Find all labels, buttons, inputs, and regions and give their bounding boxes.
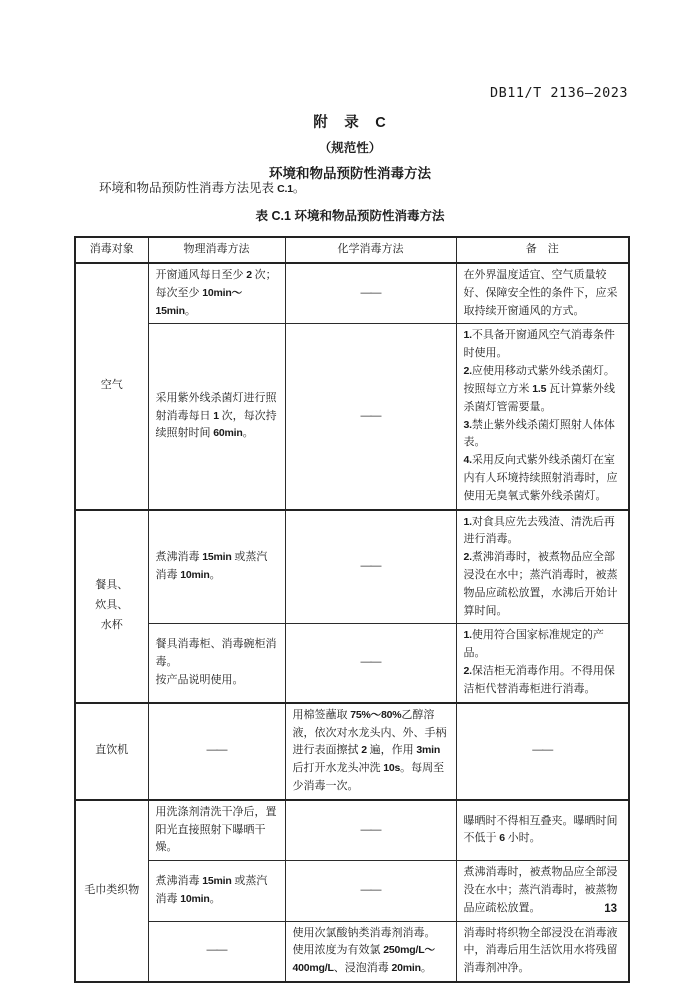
cell-paragraph xyxy=(293,925,449,943)
chemical-method-cell xyxy=(285,921,456,982)
bold-value: 1. xyxy=(463,629,472,642)
text-run: 采用紫外线杀菌灯进行照射消毒每日 xyxy=(155,391,277,422)
bold-value: 250mg/L～400mg/L xyxy=(292,944,435,975)
text-run: 煮沸消毒 xyxy=(155,875,203,888)
table-row xyxy=(75,800,629,861)
object-cell: 餐具、 炊具、 水杯 xyxy=(75,510,148,703)
cell-paragraph xyxy=(464,267,622,320)
chemical-method-cell: —— xyxy=(285,861,456,921)
intro-paragraph xyxy=(74,180,628,198)
bold-value: 3. xyxy=(463,418,472,431)
text-run: 按产品说明使用。 xyxy=(155,673,244,686)
bold-value: 6 xyxy=(499,832,505,845)
column-header: 化学消毒方法 xyxy=(285,237,456,263)
physical-method-cell: —— xyxy=(148,921,285,982)
appendix-subtitle: 环境和物品预防性消毒方法 xyxy=(269,166,431,181)
bold-value: 15min xyxy=(202,875,232,888)
object-cell: 直饮机 xyxy=(75,703,148,800)
bold-value: 10min～15min xyxy=(155,286,242,317)
text-run: 使用符合国家标准规定的产品。 xyxy=(463,629,604,660)
cell-paragraph xyxy=(156,873,278,909)
table-row xyxy=(75,703,629,800)
cell-paragraph xyxy=(464,363,622,416)
chemical-method-cell: —— xyxy=(285,800,456,861)
note-method-cell: —— xyxy=(456,703,629,800)
text-run: 瓦计算紫外线杀菌灯管需要量。 xyxy=(463,382,615,413)
standard-code: DB11/T 2136—2023 xyxy=(489,85,628,101)
cell-paragraph xyxy=(156,390,278,443)
text-run: 在外界温度适宜、空气质量较好、保障安全性的条件下，应采取持续开窗通风的方式。 xyxy=(463,269,618,317)
physical-method-cell xyxy=(148,324,285,510)
cell-paragraph xyxy=(156,549,278,585)
text-run: 或蒸汽消毒 xyxy=(155,875,268,905)
text-run: 用棉签蘸取 xyxy=(292,708,351,721)
text-run: 煮沸消毒 xyxy=(155,551,203,564)
text-run: 曝晒时不得相互叠夹。曝晒时间不低于 xyxy=(463,814,618,845)
physical-method-cell xyxy=(148,800,285,861)
cell-paragraph xyxy=(464,663,622,699)
cell-paragraph xyxy=(156,267,278,320)
text-run: 环境和物品预防性消毒方法见表 xyxy=(99,181,278,195)
chemical-method-cell: —— xyxy=(285,510,456,624)
text-run: 乙醇溶液，依次对水龙头内、外、手柄进行表面擦拭 xyxy=(292,708,447,757)
cell-paragraph xyxy=(156,672,278,690)
bold-value: 1. xyxy=(463,515,472,528)
bold-value: 2. xyxy=(463,365,472,378)
note-method-cell xyxy=(456,624,629,703)
cell-paragraph xyxy=(464,327,622,363)
text-run: 使用次氯酸钠类消毒剂消毒。 xyxy=(292,926,436,939)
physical-method-cell xyxy=(148,510,285,624)
bold-value: 3min xyxy=(416,744,441,757)
text-run: 餐具消毒柜、消毒碗柜消毒。 xyxy=(155,638,277,669)
bold-value: 2. xyxy=(463,665,472,678)
bold-value: 2 xyxy=(246,269,252,281)
bold-value: 10s xyxy=(383,762,401,775)
text-run: 。 xyxy=(184,304,196,317)
bold-value: 4. xyxy=(463,454,472,467)
chemical-method-cell: —— xyxy=(285,263,456,324)
bold-value: 20min xyxy=(391,962,421,975)
column-header: 消毒对象 xyxy=(75,237,148,263)
table-caption: 表 C.1 环境和物品预防性消毒方法 xyxy=(255,209,445,223)
text-run: 不具备开窗通风空气消毒条件时使用。 xyxy=(463,329,615,360)
text-run: 或蒸汽消毒 xyxy=(155,551,268,581)
text-run: 后打开水龙头冲洗 xyxy=(292,762,384,775)
table-row xyxy=(75,263,629,324)
text-run: 对食具应先去残渣、清洗后再进行消毒。 xyxy=(463,515,615,546)
text-run: 煮沸消毒时，被煮物品应全部浸没在水中；蒸汽消毒时，被蒸物品应疏松放置。 xyxy=(463,866,618,914)
text-run: 。 xyxy=(209,892,221,905)
cell-paragraph xyxy=(464,864,622,917)
column-header: 物理消毒方法 xyxy=(148,237,285,263)
text-run: 禁止紫外线杀菌灯照射人体体表。 xyxy=(463,418,615,449)
text-run: 次；每次至少 xyxy=(155,269,277,299)
note-method-cell xyxy=(456,263,629,324)
bold-value: 1. xyxy=(463,329,472,342)
table-header-row xyxy=(75,237,629,263)
text-run: 消毒时将织物全部浸没在消毒液中，消毒后用生活饮用水将残留消毒剂冲净。 xyxy=(463,926,618,975)
bold-value: 2 xyxy=(361,744,367,757)
text-run: 。 xyxy=(209,569,221,581)
table-row xyxy=(75,861,629,921)
bold-value: 75%～80% xyxy=(350,708,402,721)
cell-paragraph xyxy=(156,804,278,857)
bold-value: 2. xyxy=(463,551,472,564)
note-method-cell xyxy=(456,921,629,982)
text-run: 采用反向式紫外线杀菌灯在室内有人环境持续照射消毒时，应使用无臭氧式紫外线杀菌灯。 xyxy=(463,454,618,502)
text-run: 用洗涤剂清洗干净后，置阳光直接照射下曝晒干燥。 xyxy=(155,805,277,854)
bold-value: 1 xyxy=(213,409,219,422)
note-method-cell xyxy=(456,324,629,510)
cell-paragraph xyxy=(464,514,622,550)
text-run: 应使用移动式紫外线杀菌灯。按照每立方米 xyxy=(463,365,615,395)
bold-value: 10min xyxy=(180,892,210,905)
cell-paragraph xyxy=(464,925,622,978)
table-row xyxy=(75,324,629,510)
page-number: 13 xyxy=(604,903,617,915)
cell-paragraph xyxy=(464,549,622,620)
chemical-method-cell xyxy=(285,703,456,800)
bold-value: 1.5 xyxy=(532,382,547,395)
text-run: 使用浓度为有效氯 xyxy=(292,944,384,957)
text-run: 小时。 xyxy=(504,832,541,845)
cell-paragraph xyxy=(464,627,622,663)
table-row xyxy=(75,624,629,703)
note-method-cell xyxy=(456,861,629,921)
bold-value: 60min xyxy=(213,427,243,440)
cell-paragraph xyxy=(464,813,622,849)
physical-method-cell xyxy=(148,861,285,921)
bold-value: C.1 xyxy=(277,183,293,195)
text-run: 开窗通风每日至少 xyxy=(155,269,247,281)
cell-paragraph xyxy=(293,707,449,796)
text-run: 。 xyxy=(242,427,254,440)
object-cell: 毛巾类织物 xyxy=(75,800,148,982)
text-run: 。每周至少消毒一次。 xyxy=(292,762,445,792)
appendix-title: 附 录 C xyxy=(313,115,387,131)
text-run: 、浸泡消毒 xyxy=(333,962,392,975)
table-row xyxy=(75,921,629,982)
column-header: 备 注 xyxy=(456,237,629,263)
cell-paragraph xyxy=(464,452,622,505)
text-run: 。 xyxy=(420,962,432,975)
cell-paragraph xyxy=(293,942,449,978)
chemical-method-cell: —— xyxy=(285,624,456,703)
physical-method-cell xyxy=(148,263,285,324)
note-method-cell xyxy=(456,800,629,861)
bold-value: 10min xyxy=(180,569,210,581)
table-row xyxy=(75,510,629,624)
bold-value: 15min xyxy=(202,551,232,564)
cell-paragraph xyxy=(464,417,622,453)
text-run: 保洁柜无消毒作用。不得用保洁柜代替消毒柜进行消毒。 xyxy=(463,665,615,695)
appendix-normative-label: （规范性） xyxy=(318,141,382,155)
physical-method-cell xyxy=(148,624,285,703)
disinfection-methods-table xyxy=(74,236,630,983)
appendix-title-block xyxy=(0,111,700,182)
text-run: 煮沸消毒时，被煮物品应全部浸没在水中；蒸汽消毒时，被蒸物品应疏松放置，水沸后开始计算时间。 xyxy=(463,551,618,617)
cell-paragraph xyxy=(156,636,278,672)
text-run: 遍，作用 xyxy=(366,744,417,757)
object-cell: 空气 xyxy=(75,263,148,510)
physical-method-cell: —— xyxy=(148,703,285,800)
note-method-cell xyxy=(456,510,629,624)
chemical-method-cell: —— xyxy=(285,324,456,510)
text-run: 。 xyxy=(292,181,306,195)
text-run: 次，每次持续照射时间 xyxy=(155,409,277,440)
